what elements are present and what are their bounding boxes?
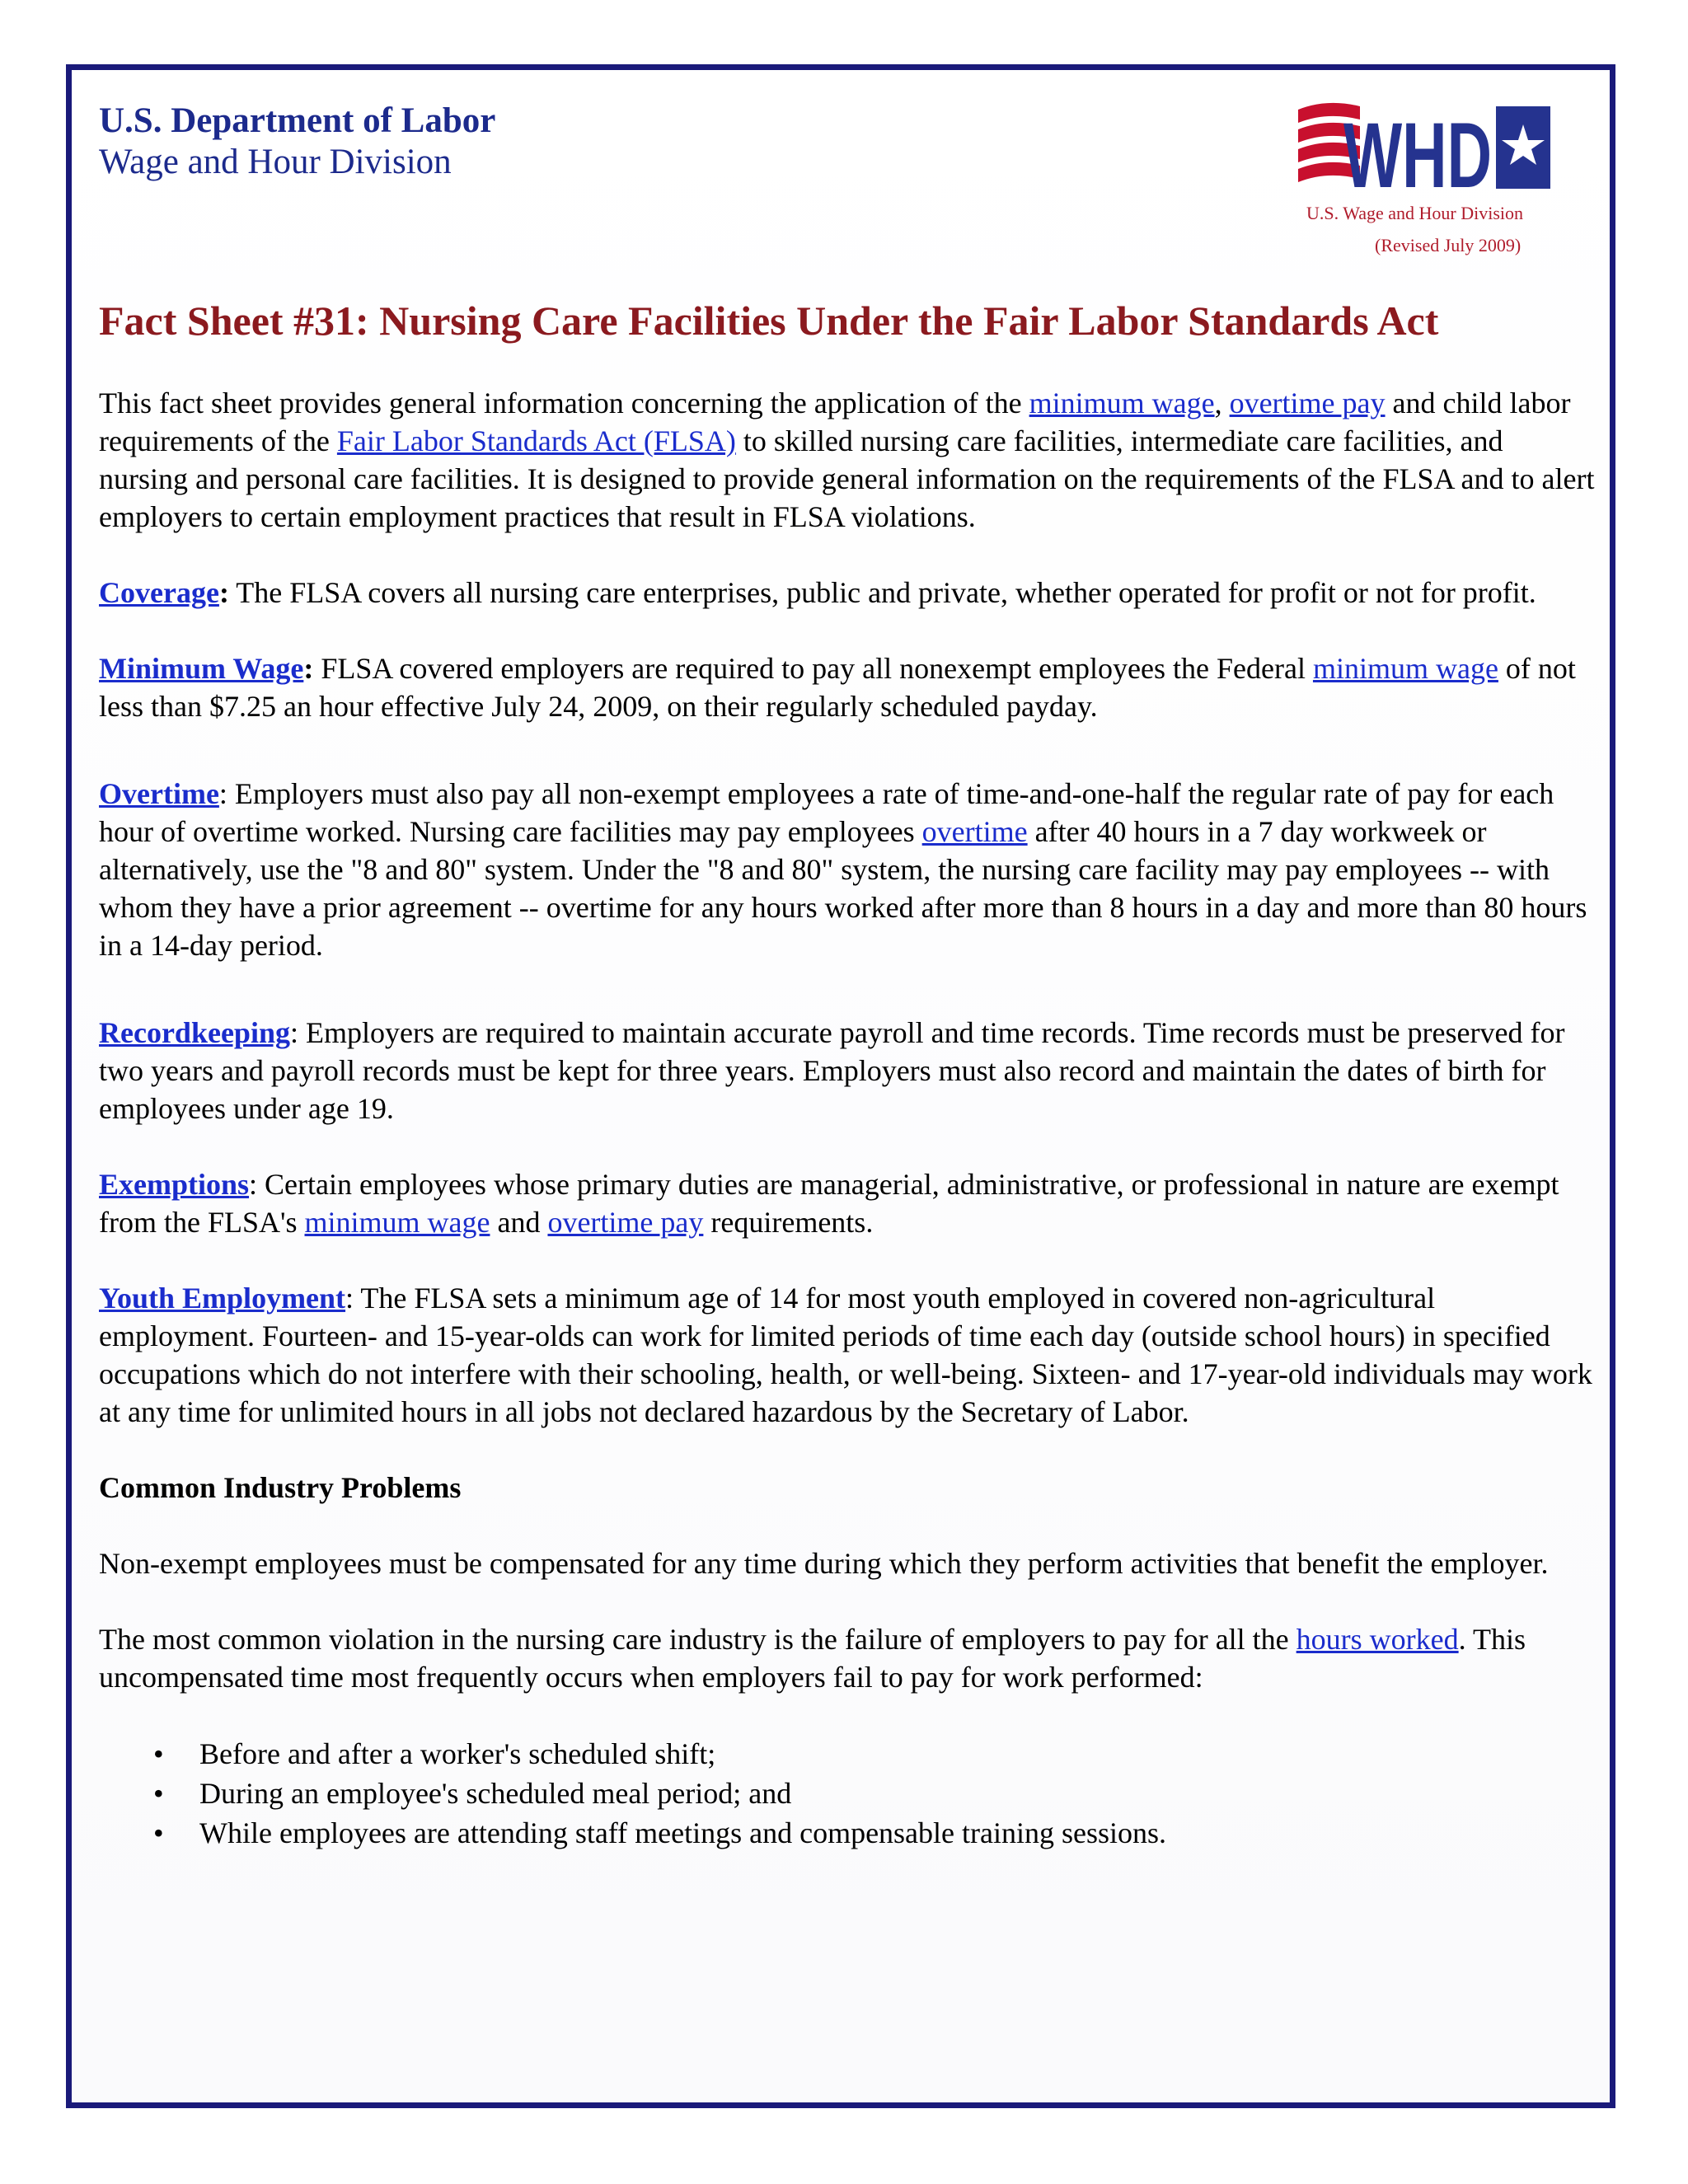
list-item-text: Before and after a worker's scheduled shift; <box>199 1737 716 1770</box>
exemptions-heading-link[interactable]: Exemptions <box>99 1168 250 1201</box>
agency-header <box>99 101 495 183</box>
common-text-2: . This uncompensated time most frequently occurs when employers fail to pay for work performed: <box>99 1623 1526 1694</box>
hours-worked-link[interactable]: hours worked <box>1296 1623 1459 1656</box>
fact-sheet-body <box>99 384 1595 1853</box>
exemptions-text-1: : Certain employees whose primary duties are managerial, administrative, or professional in nature are exempt from the FLSA's <box>99 1168 1559 1239</box>
youth-employment-heading-link[interactable]: Youth Employment <box>99 1282 346 1315</box>
intro-text-3: and child labor requirements of the <box>99 387 1571 457</box>
youth-employment-paragraph <box>99 1279 1595 1431</box>
recordkeeping-text: : Employers are required to maintain accurate payroll and time records. Time records must be preserved for two years and payroll records must be kept for three years. Employers must also record and maintain the dates of birth for employees under age 19. <box>99 1016 1565 1125</box>
minimum-wage-inline-link[interactable]: minimum wage <box>1312 652 1498 685</box>
flsa-link[interactable]: Fair Labor Standards Act (FLSA) <box>336 424 736 457</box>
department-name: U.S. Department of Labor <box>99 101 496 140</box>
bullet-icon: • <box>153 1816 164 1849</box>
list-item-text: During an employee's scheduled meal period; and <box>199 1777 792 1810</box>
coverage-paragraph <box>99 574 1595 612</box>
intro-text-2: , <box>1214 387 1230 419</box>
exemptions-text-3: requirements. <box>703 1206 874 1239</box>
division-name: Wage and Hour Division <box>99 143 452 181</box>
coverage-colon: : <box>218 576 229 609</box>
uncompensated-time-list <box>99 1734 1595 1853</box>
minimum-wage-heading-link[interactable]: Minimum Wage <box>99 652 304 685</box>
intro-paragraph <box>99 384 1595 536</box>
exemptions-paragraph <box>99 1165 1595 1241</box>
minimum-wage-text-2: of not less than $7.25 an hour effective July 24, 2009, on their regularly scheduled payday. <box>99 652 1576 723</box>
minimum-wage-text-1: FLSA covered employers are required to pay all nonexempt employees the Federal <box>313 652 1313 685</box>
common-text-1: The most common violation in the nursing care industry is the failure of employers to pay for all the <box>99 1623 1296 1656</box>
bullet-icon: • <box>153 1777 164 1810</box>
overtime-text-2: after 40 hours in a 7 day workweek or alternatively, use the "8 and 80" system. Under the "8 and 80" system, the nursing care facility may pay employees -- with whom they have a prior agreement -- overtime for any hours worked after more than 8 hours in a day and more than 80 hours in a 14-day period. <box>99 815 1587 962</box>
overtime-paragraph <box>99 775 1595 964</box>
common-problems-heading: Common Industry Problems <box>99 1471 462 1504</box>
minimum-wage-colon: : <box>303 652 314 685</box>
recordkeeping-paragraph <box>99 1014 1595 1127</box>
common-violation-paragraph <box>99 1620 1595 1696</box>
intro-text-4: to skilled nursing care facilities, intermediate care facilities, and nursing and personal care facilities. It is designed to provide general information on the requirements of the FLSA and to alert employers to certain employment practices that result in FLSA violations. <box>99 424 1595 533</box>
overtime-heading-link[interactable]: Overtime <box>99 777 219 810</box>
bullet-icon: • <box>153 1737 164 1770</box>
intro-text-1: This fact sheet provides general information concerning the application of the <box>99 387 1029 419</box>
list-item <box>99 1774 1595 1813</box>
recordkeeping-heading-link[interactable]: Recordkeeping <box>99 1016 290 1049</box>
list-item <box>99 1813 1595 1853</box>
youth-employment-text: : The FLSA sets a minimum age of 14 for most youth employed in covered non-agricultural employment. Fourteen- and 15-year-olds can work for limited periods of time each day (outside school hours) in specified occupations which do not interfere with their schooling, health, or well-being. Sixteen- and 17-year-old individuals may work at any time for unlimited hours in all jobs not declared hazardous by the Secretary of Labor. <box>99 1282 1592 1428</box>
logo-caption: U.S. Wage and Hour Division <box>1306 203 1524 223</box>
list-item-text: While employees are attending staff meetings and compensable training sessions. <box>199 1816 1167 1849</box>
whd-logo-text: WHD <box>1343 104 1492 207</box>
minimum-wage-link[interactable]: minimum wage <box>1029 387 1215 419</box>
coverage-text: The FLSA covers all nursing care enterprises, public and private, whether operated for profit or not for profit. <box>228 576 1536 609</box>
exemptions-overtime-pay-link[interactable]: overtime pay <box>547 1206 704 1239</box>
exemptions-text-2: and <box>490 1206 548 1239</box>
overtime-inline-link[interactable]: overtime <box>921 815 1028 848</box>
overtime-pay-link[interactable]: overtime pay <box>1229 387 1386 419</box>
page-title: Fact Sheet #31: Nursing Care Facilities Under the Fair Labor Standards Act <box>99 298 1439 344</box>
exemptions-minimum-wage-link[interactable]: minimum wage <box>304 1206 490 1239</box>
revised-date: (Revised July 2009) <box>1375 235 1522 255</box>
list-item <box>99 1734 1595 1774</box>
coverage-heading-link[interactable]: Coverage <box>99 576 219 609</box>
nonexempt-paragraph: Non-exempt employees must be compensated for any time during which they perform activities that benefit the employer. <box>99 1547 1549 1580</box>
minimum-wage-paragraph <box>99 649 1595 725</box>
overtime-text-1: : Employers must also pay all non-exempt employees a rate of time-and-one-half the regular rate of pay for each hour of overtime worked. Nursing care facilities may pay employees <box>99 777 1554 848</box>
